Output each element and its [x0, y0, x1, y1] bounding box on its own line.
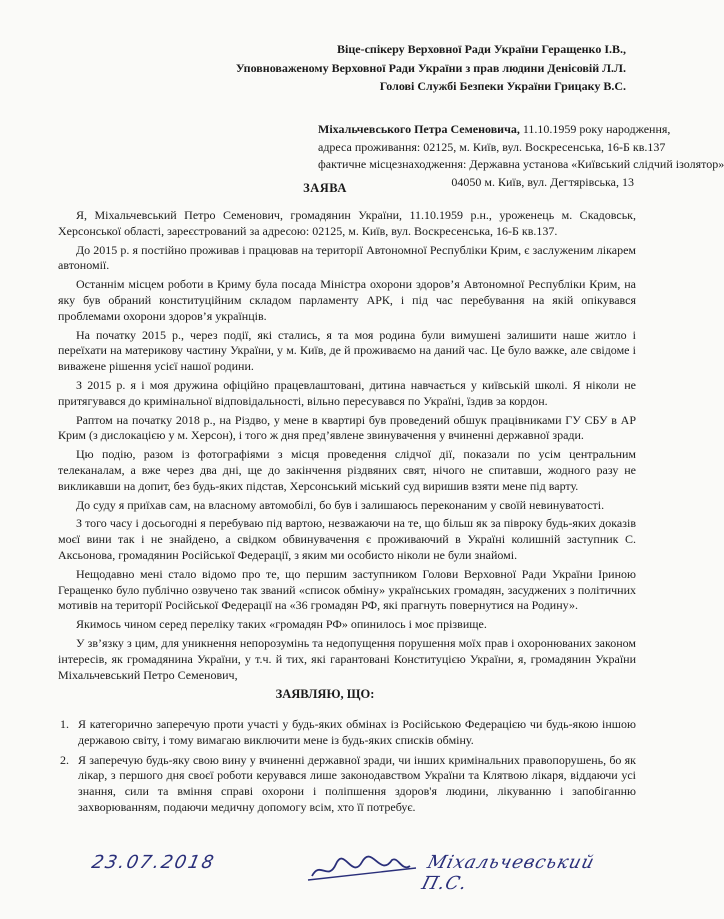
item-number: 2.	[60, 752, 69, 767]
list-item	[60, 752, 636, 816]
signature-stroke	[312, 857, 410, 876]
paragraph: З 2015 р. я і моя дружина офіційно працевлаштовані, дитина навчається у київській школі. Я ніколи не притягувався до кримінальної відповідальності, вільно пересувався по Україні, їздив за кордон.	[58, 377, 636, 408]
paragraph: Нещодавно мені стало відомо про те, що першим заступником Голови Верховної Ради України Іриною Геращенко було публічно озвучено так званий «список обміну» українських громадян, засуджених з політичних мотивів на території Російської Федерації на «36 громадян РФ, які прагнуть повернутися на Родину».	[58, 566, 636, 613]
paragraph: До суду я приїхав сам, на власному автомобілі, бо був і залишаюсь переконаним у своїй невинуватості.	[76, 497, 605, 512]
sender-location: фактичне місцезнаходження: Державна установа «Київський слідчий ізолятор»	[318, 157, 724, 171]
paragraph: Я, Міхальчевський Петро Семенович, громадянин України, 11.10.1959 р.н., уроженець м. Скадовськ, Херсонської області, зареєстрований за адресою: 02125, м. Київ, вул. Воскресенська, 16-Б кв.137.	[58, 208, 636, 238]
sender-name-line	[318, 121, 671, 139]
sender-name: Міхальчевського Петра Семеновича,	[318, 122, 520, 136]
handwritten-name: Міхальчевський П.С.	[419, 852, 598, 894]
declare-title: ЗАЯВЛЯЮ, ЩО:	[275, 687, 375, 701]
paragraph: Раптом на початку 2018 р., на Різдво, у мене в квартирі був проведений обшук працівниками ГУ СБУ в АР Крим (з дислокацією у м. Херсон), і того ж дня пред’явлене звинувачення у вчиненні державної зради.	[58, 412, 636, 443]
declaration-items	[60, 717, 636, 820]
paragraph: Якимось чином серед переліку таких «громадян РФ» опинилось і моє прізвище.	[76, 617, 487, 632]
addressee-line-1: Віце-спікеру Верховної Ради України Геращенко І.В.,	[337, 42, 626, 56]
signature-area	[80, 846, 640, 896]
paragraph: З того часу і досьогодні я перебуваю під вартою, незважаючи на те, що більш як за півроку будь-яких доказів моєї вини так і не знайдено, а свідком обвинувачення є проживаючий в Україні колишній заступник С. Аксьонова, громадянин Російської Федерації, з яким ми особисто ніколи не були знайомі.	[58, 516, 636, 562]
paragraph: До 2015 р. я постійно проживав і працював на території Автономної Республіки Крим, є заслуженим лікарем автономії.	[58, 242, 636, 273]
sender-location-2: 04050 м. Київ, вул. Дегтярівська, 13	[451, 174, 634, 189]
statement-body	[58, 208, 636, 686]
paragraph: Цю подію, разом із фотографіями з місця проведення слідчої дії, показали по усім центральним телеканалам, а вже через два дні, ще до закінчення різдвяних свят, нічого не спитавши, жодного разу не викликавши на допит, без будь-яких підстав, Херсонський міський суд виришив взяти мене під варту.	[58, 447, 636, 493]
sender-birth: 11.10.1959 року народження,	[519, 122, 671, 136]
addressee-block	[66, 40, 626, 96]
addressee-line-2: Уповноваженому Верховної Ради України з прав людини Денісовій Л.Л.	[235, 60, 626, 75]
document-title: ЗАЯВА	[303, 181, 347, 195]
paragraph: Останнім місцем роботи в Криму була посада Міністра охорони здоров’я Автономної Республіки Крим, на яку був обраний конституційним складом парламенту АРК, і під час перебування на якій опікувався проблемами охорони здоров’я українців.	[58, 277, 636, 323]
paragraph: На початку 2015 р., через події, які стались, я та моя родина були вимушені залишити наше житло і переїхати на материкову частину України, у м. Київ, де й проживаємо на даний час. Це було важке, але свідоме і виважене рішення усієї нашої родини.	[58, 327, 636, 374]
sender-address: адреса проживання: 02125, м. Київ, вул. Воскресенська, 16-Б кв.137	[318, 139, 666, 154]
list-item	[60, 717, 636, 749]
handwritten-date: 23.07.2018	[89, 852, 218, 873]
item-number: 1.	[60, 717, 69, 731]
item-text: Я категорично заперечую проти участі у будь-яких обмінах із Російською Федерацією чи будь-якою іншою державою світу, і тому вимагаю виключити мене із будь-яких списків обміну.	[78, 717, 636, 747]
item-text: Я заперечую будь-яку свою вину у вчиненні державної зради, чи інших кримінальних правопорушень, бо як лікар, з першого дня своєї роботи керувався лише законодавством України та Клятвою лікаря, віддаючи усі знання, сили та вміння справі охорони і поліпшення здоров'я людини, лікуванню і запобіганню захворюванням, подаючи медичну допомогу всім, хто її потребує.	[78, 752, 636, 814]
paragraph: У зв’язку з цим, для уникнення непорозумінь та недопущення порушення моїх прав і охоронюваних законом інтересів, як громадянина України, у т.ч. й тих, які гарантовані Конституцією України, я, громадянин України Міхальчевський Петро Семенович,	[58, 635, 636, 682]
signature-underline	[308, 868, 416, 880]
addressee-line-3: Голові Службі Безпеки України Грицаку В.С.	[379, 79, 626, 93]
